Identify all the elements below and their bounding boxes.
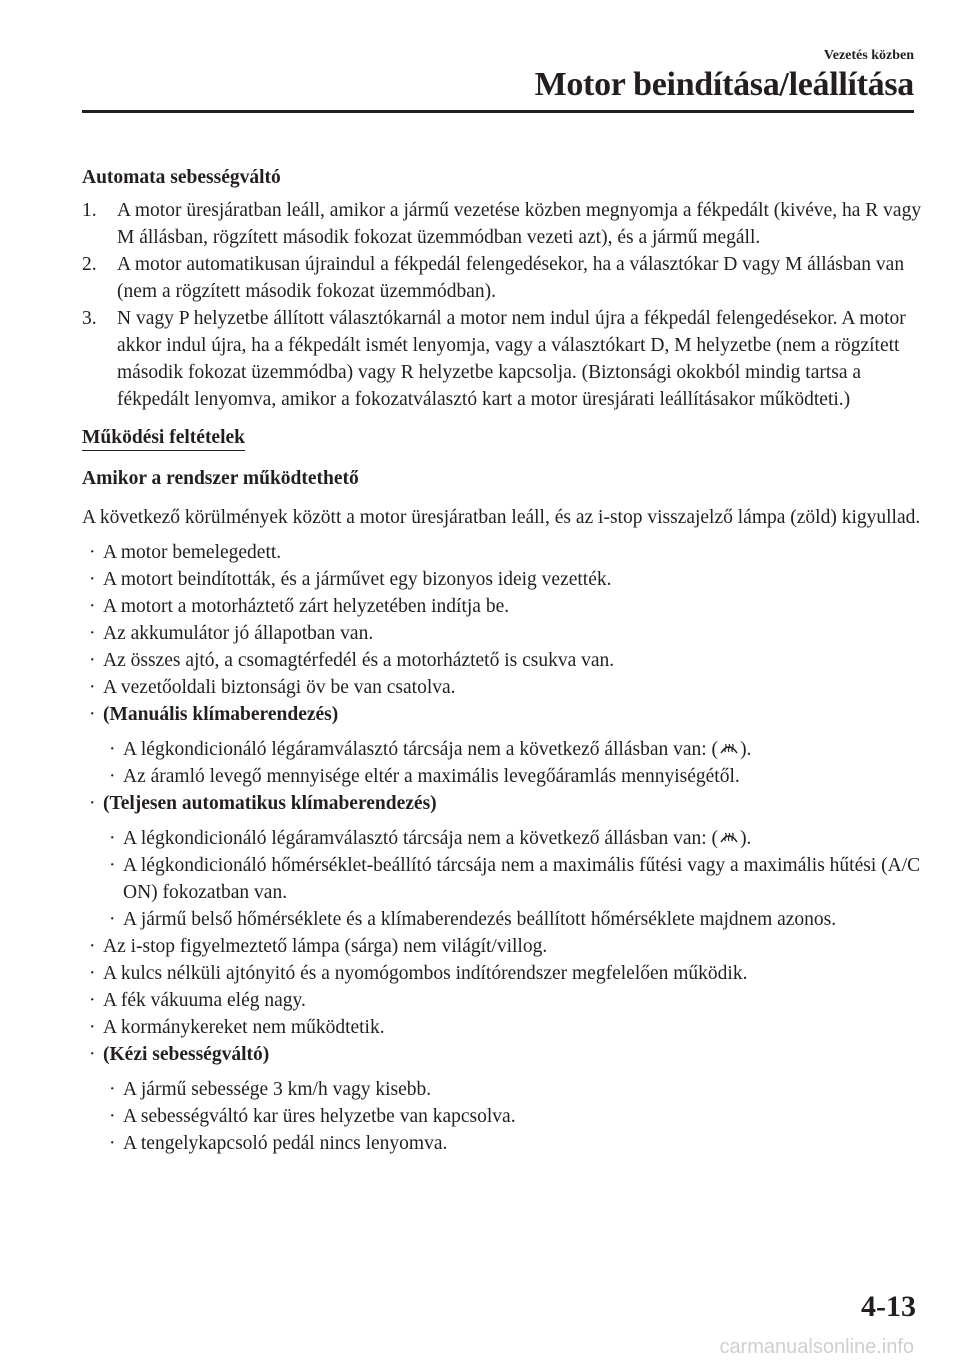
list-item: · Az áramló levegő mennyisége eltér a maximális levegőáramlás mennyiségétől. [102, 763, 922, 790]
page-title: Motor beindítása/leállítása [534, 66, 914, 103]
list-item: · A jármű sebessége 3 km/h vagy kisebb. [102, 1076, 922, 1103]
list-item: · A tengelykapcsoló pedál nincs lenyomva. [102, 1130, 922, 1157]
header-rule [82, 110, 914, 113]
bullet: · [109, 828, 116, 849]
manual-climate-sublist [102, 736, 922, 790]
step-number: 1. [82, 200, 97, 221]
bullet: · [89, 542, 96, 563]
bullet: · [89, 650, 96, 671]
list-item-manual-climate: · (Manuális klímaberendezés) [82, 701, 922, 728]
list-item: · A motort beindították, és a járművet egy bizonyos ideig vezették. [82, 566, 922, 593]
step-item [82, 251, 922, 305]
step-item [82, 197, 922, 251]
bullet: · [89, 793, 96, 814]
bullet: · [109, 1106, 116, 1127]
section-title-operating-conditions: Működési feltételek [82, 426, 245, 451]
bullet: · [109, 909, 116, 930]
list-item: · A légkondicionáló légáramválasztó tárcsája nem a következő állásban van: ( ). [102, 825, 922, 852]
manual-transmission-sublist [102, 1076, 922, 1157]
bullet: · [89, 963, 96, 984]
step-number: 2. [82, 254, 97, 275]
bullet: · [89, 990, 96, 1011]
steps-list [82, 197, 922, 413]
header-section: Vezetés közben [823, 48, 914, 63]
auto-climate-sublist [102, 825, 922, 933]
list-item: · A kormánykereket nem működtetik. [82, 1014, 922, 1041]
list-item: · A vezetőoldali biztonsági öv be van csatolva. [82, 674, 922, 701]
windshield-defroster-icon [719, 829, 739, 847]
step-item [82, 305, 922, 413]
bullet: · [89, 936, 96, 957]
step-text: N vagy P helyzetbe állított választókarnál a motor nem indul újra a fékpedál felengedésekor. A motor akkor indul újra, ha a fékpedált ismét lenyomja, vagy a választókart D, M helyzetbe (nem a rögzített második fokozat üzemmódba) vagy R helyzetbe kapcsolja. (Biztonsági okokból mindig tartsa a fékpedált lenyomva, amikor a fokozatválasztó kart a motor üresjárati leállításakor működteti.) [117, 308, 906, 410]
bullet: · [89, 596, 96, 617]
bullet: · [109, 739, 116, 760]
step-number: 3. [82, 308, 97, 329]
list-item: · A légkondicionáló hőmérséklet-beállító tárcsája nem a maximális fűtési vagy a maximális hűtési (A/C ON) fokozatban van. [102, 852, 922, 906]
watermark: carmanualsonline.info [719, 1336, 914, 1358]
step-text: A motor automatikusan újraindul a fékpedál felengedésekor, ha a választókar D vagy M állásban van (nem a rögzített második fokozat üzemmódban). [117, 254, 905, 302]
list-item: · Az akkumulátor jó állapotban van. [82, 620, 922, 647]
list-item: · A jármű belső hőmérséklete és a klímaberendezés beállított hőmérséklete majdnem azonos. [102, 906, 922, 933]
page-content [82, 164, 922, 1157]
bullet: · [89, 569, 96, 590]
conditions-list-a [82, 539, 922, 1157]
intro-paragraph: A következő körülmények között a motor üresjáratban leáll, és az i-stop visszajelző lámpa (zöld) kigyullad. [82, 507, 921, 528]
step-text: A motor üresjáratban leáll, amikor a jármű vezetése közben megnyomja a fékpedált (kivéve, ha R vagy M állásban, rögzített második fokozat üzemmódban vezeti azt), és a jármű megáll. [117, 200, 922, 248]
bullet: · [89, 677, 96, 698]
bullet: · [89, 1044, 96, 1065]
list-item: · A sebességváltó kar üres helyzetbe van kapcsolva. [102, 1103, 922, 1130]
bullet: · [89, 704, 96, 725]
bullet: · [109, 855, 116, 876]
bullet: · [109, 1133, 116, 1154]
page-number: 4-13 [861, 1290, 916, 1323]
bullet: · [109, 1079, 116, 1100]
list-item-manual-transmission: · (Kézi sebességváltó) [82, 1041, 922, 1068]
heading-automatic-transmission: Automata sebességváltó [82, 167, 281, 188]
list-item: · Az összes ajtó, a csomagtérfedél és a motorháztető is csukva van. [82, 647, 922, 674]
list-item: · A kulcs nélküli ajtónyitó és a nyomógombos indítórendszer megfelelően működik. [82, 960, 922, 987]
list-item-auto-climate: · (Teljesen automatikus klímaberendezés) [82, 790, 922, 817]
list-item: · A motort a motorháztető zárt helyzetében indítja be. [82, 593, 922, 620]
list-item: · A motor bemelegedett. [82, 539, 922, 566]
windshield-defroster-icon [719, 740, 739, 758]
bullet: · [89, 1017, 96, 1038]
heading-when-operable: Amikor a rendszer működtethető [82, 468, 359, 489]
bullet: · [109, 766, 116, 787]
list-item: · Az i-stop figyelmeztető lámpa (sárga) nem világít/villog. [82, 933, 922, 960]
list-item: · A fék vákuuma elég nagy. [82, 987, 922, 1014]
list-item: · A légkondicionáló légáramválasztó tárcsája nem a következő állásban van: ( ). [102, 736, 922, 763]
bullet: · [89, 623, 96, 644]
